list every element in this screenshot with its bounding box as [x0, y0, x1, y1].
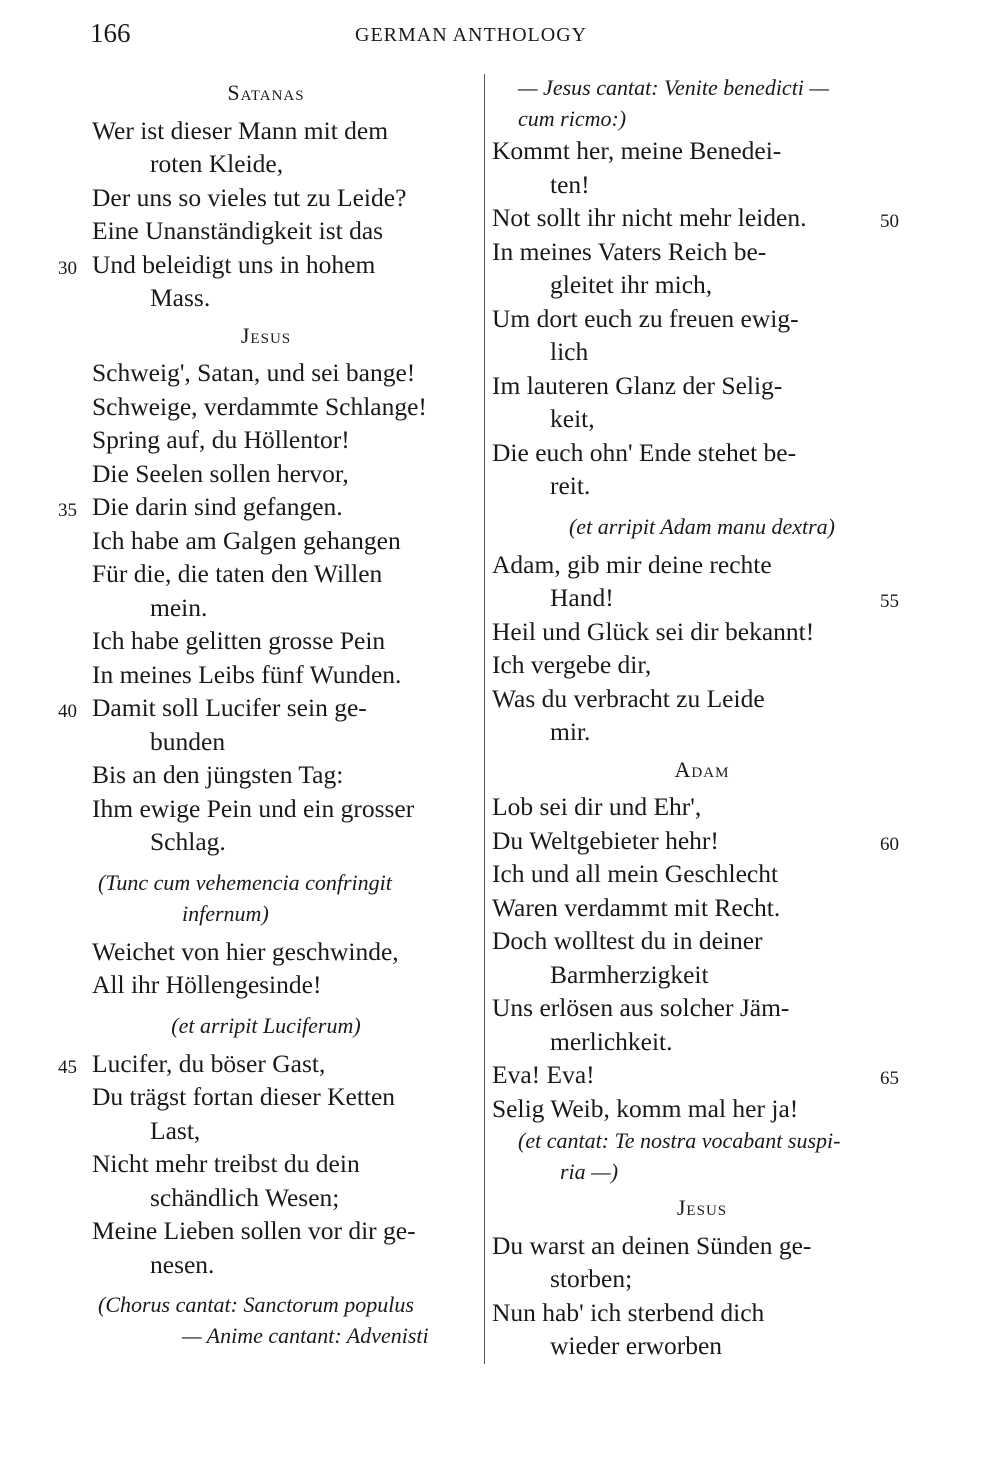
verse-line [58, 181, 474, 215]
verse-line [58, 1214, 474, 1248]
verse-text: Im lauteren Glanz der Selig- [492, 370, 783, 400]
verse-text: Selig Weib, komm mal her ja! [492, 1093, 799, 1123]
verse-line [58, 935, 474, 969]
verse-line [492, 891, 912, 925]
verse-text: Weichet von hier geschwinde, [92, 936, 399, 966]
verse-line [492, 615, 912, 649]
speaker-name: Adam [674, 756, 730, 782]
verse-continuation [492, 581, 912, 615]
verse-text: Not sollt ihr nicht mehr leiden. [492, 203, 807, 232]
verse-text: Spring auf, du Höllentor! [92, 425, 350, 454]
verse-line [58, 490, 474, 524]
verse-line [58, 356, 474, 390]
line-number: 65 [880, 1068, 899, 1089]
stage-direction: — Anime cantant: Advenisti [182, 1323, 429, 1348]
verse-text: Du trägst fortan dieser Ketten [92, 1082, 396, 1111]
verse-text: Um dort euch zu freuen ewig- [492, 303, 799, 333]
verse-line [492, 369, 912, 403]
stage-direction: ria —) [560, 1159, 619, 1184]
verse-continuation [492, 1025, 912, 1059]
verse-text: keit, [550, 404, 595, 433]
verse-text: Schlag. [150, 827, 226, 856]
verse-text: Waren verdammt mit Recht. [492, 892, 781, 922]
line-number: 45 [58, 1056, 77, 1078]
verse-line [58, 524, 474, 558]
verse-continuation [492, 268, 912, 302]
speaker-name: Satanas [227, 80, 305, 105]
verse-continuation [492, 402, 912, 436]
verse-continuation [58, 1181, 474, 1215]
verse-line [492, 1296, 912, 1330]
stage-direction: cum ricmo:) [518, 106, 627, 131]
verse-continuation [492, 469, 912, 503]
verse-text: Lob sei dir und Ehr', [492, 792, 702, 821]
verse-text: Uns erlösen aus solcher Jäm- [492, 993, 790, 1022]
line-number: 35 [58, 500, 77, 521]
verse-text: Hand! [550, 583, 614, 612]
verse-line [492, 790, 912, 824]
verse-line [492, 857, 912, 891]
verse-text: Ich vergebe dir, [492, 650, 652, 679]
verse-text: Nicht mehr treibst du dein [92, 1149, 360, 1178]
verse-text: Die Seelen sollen hervor, [92, 458, 349, 488]
verse-text: Du Weltgebieter hehr! [492, 825, 719, 855]
verse-text: Nun hab' ich sterbend dich [492, 1297, 765, 1327]
verse-line [58, 114, 474, 148]
verse-text: Meine Lieben sollen vor dir ge- [92, 1216, 416, 1245]
verse-text: reit. [550, 471, 591, 500]
verse-continuation [58, 591, 474, 625]
verse-text: ten! [550, 169, 590, 199]
verse-line [492, 235, 912, 269]
verse-text: Ich habe gelitten grosse Pein [92, 626, 386, 655]
verse-text: wieder erworben [550, 1331, 723, 1360]
verse-line [58, 1047, 474, 1081]
verse-continuation [492, 335, 912, 369]
verse-line [58, 423, 474, 457]
verse-continuation [58, 825, 474, 859]
verse-text: Adam, gib mir deine rechte [492, 549, 772, 579]
verse-text: gleitet ihr mich, [550, 270, 713, 299]
verse-continuation [492, 715, 912, 749]
stage-direction: (Chorus cantat: Sanctorum populus [98, 1292, 414, 1317]
verse-line [58, 792, 474, 826]
verse-line [58, 624, 474, 658]
verse-text: Mass. [150, 283, 211, 312]
right-column [492, 72, 912, 1363]
stage-direction: (et arripit Luciferum) [171, 1012, 361, 1038]
verse-line [58, 758, 474, 792]
verse-text: mir. [550, 717, 591, 746]
verse-line [492, 548, 912, 582]
verse-continuation [58, 1248, 474, 1282]
verse-line [492, 1058, 912, 1092]
verse-text: Eine Unanständigkeit ist das [92, 216, 384, 245]
stage-direction: (Tunc cum vehemencia confringit [98, 869, 392, 895]
verse-text: storben; [550, 1264, 633, 1293]
verse-line [492, 682, 912, 716]
verse-text: Last, [150, 1115, 201, 1145]
stage-direction: (et arripit Adam manu dextra) [568, 513, 835, 539]
verse-continuation [492, 958, 912, 992]
verse-continuation [58, 281, 474, 315]
verse-line [492, 201, 912, 235]
verse-text: bunden [150, 726, 226, 756]
verse-text: roten Kleide, [150, 149, 284, 178]
verse-text: Doch wolltest du in deiner [492, 926, 763, 955]
verse-continuation [58, 147, 474, 181]
verse-text: In meines Vaters Reich be- [492, 236, 767, 266]
running-head: GERMAN ANTHOLOGY [355, 24, 588, 46]
verse-line [492, 648, 912, 682]
verse-text: Die darin sind gefangen. [92, 492, 343, 521]
verse-text: nesen. [150, 1249, 215, 1279]
verse-text: Damit soll Lucifer sein ge- [92, 693, 367, 722]
verse-continuation [58, 725, 474, 759]
verse-text: schändlich Wesen; [150, 1182, 340, 1212]
verse-text: lich [550, 337, 589, 366]
verse-text: Ihm ewige Pein und ein grosser [92, 793, 415, 823]
verse-continuation [492, 1262, 912, 1296]
verse-text: Bis an den jüngsten Tag: [92, 760, 344, 789]
verse-continuation [492, 168, 912, 202]
verse-line [492, 991, 912, 1025]
verse-text: Der uns so vieles tut zu Leide? [92, 182, 407, 212]
verse-text: Du warst an deinen Sünden ge- [492, 1230, 812, 1260]
verse-text: Eva! Eva! [492, 1060, 595, 1089]
verse-text: Schweig', Satan, und sei bange! [92, 358, 416, 387]
verse-line [58, 390, 474, 424]
verse-line [58, 457, 474, 491]
verse-line [58, 691, 474, 725]
verse-text: Was du verbracht zu Leide [492, 683, 765, 713]
verse-text: Für die, die taten den Willen [92, 559, 383, 588]
line-number: 60 [880, 833, 899, 855]
verse-text: Heil und Glück sei dir bekannt! [492, 616, 815, 646]
verse-line [58, 968, 474, 1002]
verse-line [492, 824, 912, 858]
verse-text: Und beleidigt uns in hohem [92, 249, 376, 279]
verse-text: merlichkeit. [550, 1026, 673, 1056]
verse-line [58, 658, 474, 692]
verse-line [492, 436, 912, 470]
verse-text: Kommt her, meine Benedei- [492, 136, 782, 165]
speaker-name: Jesus [240, 322, 292, 348]
verse-line [58, 248, 474, 282]
verse-text: Ich und all mein Geschlecht [492, 859, 779, 888]
verse-text: Wer ist dieser Mann mit dem [92, 115, 389, 145]
verse-line [492, 134, 912, 168]
verse-text: Barmherzigkeit [550, 959, 709, 989]
line-number: 50 [880, 211, 899, 232]
verse-text: Schweige, verdammte Schlange! [92, 391, 427, 421]
page-number: 166 [90, 18, 131, 48]
left-column [58, 72, 474, 1351]
speaker-name: Jesus [676, 1195, 728, 1220]
verse-line [58, 214, 474, 248]
verse-continuation [492, 1329, 912, 1363]
verse-line [492, 924, 912, 958]
line-number: 30 [58, 257, 77, 279]
verse-text: Die euch ohn' Ende stehet be- [492, 437, 797, 467]
verse-continuation [58, 1114, 474, 1148]
verse-line [492, 302, 912, 336]
verse-line [492, 1092, 912, 1126]
verse-line [58, 1147, 474, 1181]
line-number: 40 [58, 701, 77, 722]
verse-text: Ich habe am Galgen gehangen [92, 525, 401, 555]
verse-text: In meines Leibs fünf Wunden. [92, 659, 402, 689]
verse-text: mein. [150, 592, 208, 622]
stage-direction: infernum) [182, 900, 269, 926]
line-number: 55 [880, 591, 899, 612]
stage-direction: — Jesus cantat: Venite benedicti — [518, 75, 829, 100]
column-divider [484, 74, 485, 1364]
verse-line [58, 557, 474, 591]
verse-text: All ihr Höllengesinde! [92, 970, 322, 999]
verse-line [492, 1229, 912, 1263]
verse-text: Lucifer, du böser Gast, [92, 1048, 326, 1078]
verse-line [58, 1080, 474, 1114]
stage-direction: (et cantat: Te nostra vocabant suspi- [518, 1128, 841, 1153]
